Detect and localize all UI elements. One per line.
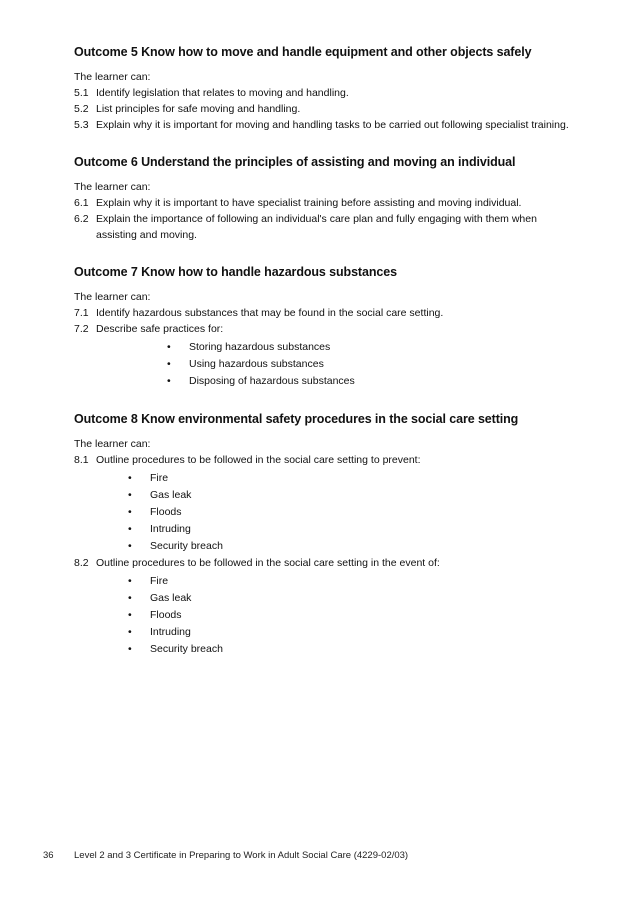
criterion-number: 5.1 xyxy=(74,87,89,99)
criterion-5-2 xyxy=(74,101,574,117)
document-body xyxy=(74,44,574,679)
outcome-8-intro: The learner can: xyxy=(74,438,151,450)
list-item: • Storing hazardous substances xyxy=(189,339,574,356)
criterion-text: Outline procedures to be followed in the social care setting to prevent: xyxy=(96,454,421,466)
outcome-5-section xyxy=(74,44,574,133)
outcome-6-heading: Outcome 6 Understand the principles of assisting and moving an individual xyxy=(74,155,516,169)
bullet-icon: • xyxy=(128,489,132,501)
bullet-icon: • xyxy=(167,375,171,387)
criterion-text: Identify hazardous substances that may be found in the social care setting. xyxy=(96,307,444,319)
outcome-6-section xyxy=(74,154,574,243)
criterion-text: Explain the importance of following an individual's care plan and fully engaging with them when assisting and moving. xyxy=(96,213,537,241)
page-footer xyxy=(43,849,408,863)
list-item: • Intruding xyxy=(150,521,574,538)
criterion-7-1 xyxy=(74,305,574,321)
criterion-8-2 xyxy=(74,555,574,571)
list-item: • Floods xyxy=(150,504,574,521)
footer-text: Level 2 and 3 Certificate in Preparing to Work in Adult Social Care (4229-02/03) xyxy=(74,850,409,861)
criterion-5-1 xyxy=(74,85,574,101)
criterion-text: List principles for safe moving and handling. xyxy=(96,103,301,115)
bullet-icon: • xyxy=(128,506,132,518)
bullet-icon: • xyxy=(128,540,132,552)
list-item: • Intruding xyxy=(150,624,574,641)
criterion-text: Explain why it is important to have specialist training before assisting and moving individual. xyxy=(96,197,522,209)
bullet-list xyxy=(167,339,574,390)
bullet-icon: • xyxy=(128,626,132,638)
criterion-text: Identify legislation that relates to moving and handling. xyxy=(96,87,349,99)
bullet-icon: • xyxy=(167,358,171,370)
bullet-list xyxy=(128,470,574,555)
list-item: • Fire xyxy=(150,573,574,590)
criterion-number: 6.1 xyxy=(74,197,89,209)
criterion-number: 5.3 xyxy=(74,119,89,131)
outcome-6-intro: The learner can: xyxy=(74,181,151,193)
outcome-8-section xyxy=(74,411,574,658)
criterion-number: 8.1 xyxy=(74,454,89,466)
list-item: • Fire xyxy=(150,470,574,487)
criterion-number: 6.2 xyxy=(74,213,89,225)
list-item: • Gas leak xyxy=(150,590,574,607)
criterion-number: 5.2 xyxy=(74,103,89,115)
criterion-text: Explain why it is important for moving and handling tasks to be carried out following specialist training. xyxy=(96,119,569,131)
criterion-7-2 xyxy=(74,321,574,337)
list-item: • Gas leak xyxy=(150,487,574,504)
outcome-5-intro: The learner can: xyxy=(74,71,151,83)
criterion-8-1 xyxy=(74,452,574,468)
bullet-icon: • xyxy=(128,472,132,484)
outcome-7-heading: Outcome 7 Know how to handle hazardous substances xyxy=(74,265,397,279)
bullet-icon: • xyxy=(128,592,132,604)
outcome-8-heading: Outcome 8 Know environmental safety procedures in the social care setting xyxy=(74,412,519,426)
criterion-number: 8.2 xyxy=(74,557,89,569)
bullet-list xyxy=(128,573,574,658)
criterion-6-1 xyxy=(74,195,574,211)
criterion-6-2 xyxy=(74,211,574,243)
bullet-icon: • xyxy=(128,643,132,655)
list-item: • Security breach xyxy=(150,641,574,658)
bullet-icon: • xyxy=(128,575,132,587)
list-item: • Security breach xyxy=(150,538,574,555)
criterion-text: Outline procedures to be followed in the social care setting in the event of: xyxy=(96,557,440,569)
bullet-icon: • xyxy=(167,341,171,353)
page-number: 36 xyxy=(43,850,54,861)
criterion-5-3 xyxy=(74,117,574,133)
outcome-7-intro: The learner can: xyxy=(74,291,151,303)
list-item: • Using hazardous substances xyxy=(189,356,574,373)
bullet-icon: • xyxy=(128,609,132,621)
outcome-5-heading: Outcome 5 Know how to move and handle equipment and other objects safely xyxy=(74,45,532,59)
criterion-number: 7.1 xyxy=(74,307,89,319)
outcome-7-section xyxy=(74,264,574,390)
criterion-number: 7.2 xyxy=(74,323,89,335)
criterion-text: Describe safe practices for: xyxy=(96,323,224,335)
list-item: • Floods xyxy=(150,607,574,624)
bullet-icon: • xyxy=(128,523,132,535)
list-item: • Disposing of hazardous substances xyxy=(189,373,574,390)
